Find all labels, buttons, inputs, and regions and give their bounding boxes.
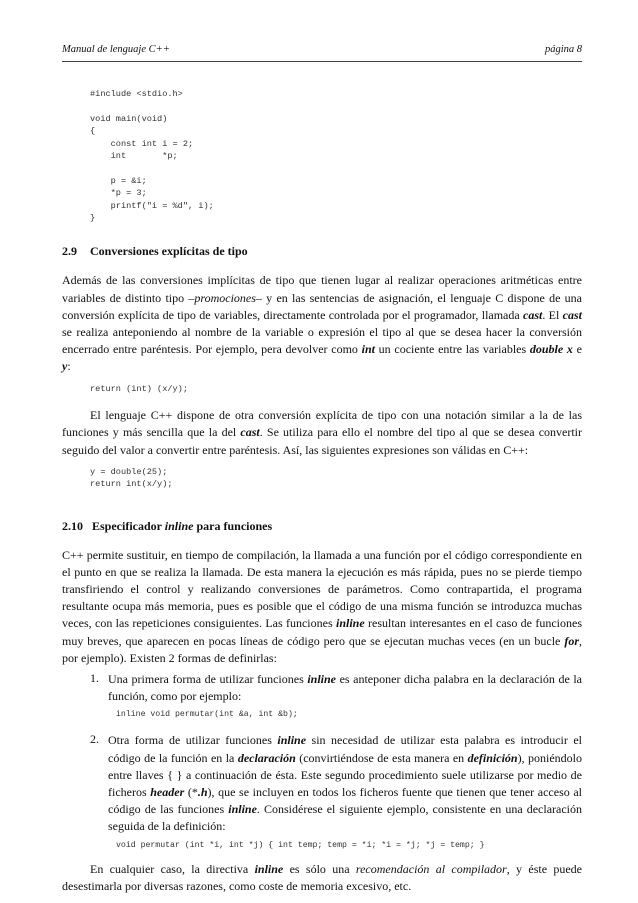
section-heading-2-10	[62, 519, 582, 534]
page-header	[62, 44, 582, 58]
text-bold-italic: header	[150, 784, 185, 799]
text-bold-italic: double x	[529, 342, 573, 357]
list-item	[62, 732, 582, 860]
section-title: para funciones	[193, 518, 273, 533]
code-line: y = double(25);	[90, 466, 168, 477]
code-line: const int i = 2;	[90, 138, 194, 149]
text: ), que se incluyen en todos los ficheros fuente que tienen que tener acceso al código de las funciones	[108, 784, 582, 817]
list-item-text	[108, 671, 582, 705]
text: . El	[542, 307, 563, 322]
page-number: página 8	[544, 44, 582, 55]
section-title-italic: inline	[164, 518, 194, 533]
code-line: p = &i;	[90, 175, 147, 186]
text-bold-italic: inline	[277, 733, 307, 748]
text: , y éste puede desestimarla por diversas razones, como coste de memoria excesivo, etc.	[62, 861, 582, 893]
code-line: printf("i = %d", i);	[90, 200, 214, 211]
code-line: void main(void)	[90, 113, 168, 124]
text: En cualquier caso, la directiva	[90, 861, 255, 876]
code-line: int *p;	[90, 151, 178, 162]
page-content	[62, 88, 582, 895]
text-bold-italic: definición	[467, 750, 518, 765]
text-bold-italic: declaración	[237, 750, 296, 765]
text: . Considérese el siguiente ejemplo, consistente en una declaración seguida de la definición:	[108, 802, 583, 834]
text: (*	[184, 784, 198, 799]
code-line: return int(x/y);	[90, 479, 173, 490]
code-return-cast: return (int) (x/y);	[90, 383, 188, 394]
text-bold-italic: inline	[228, 802, 257, 817]
section-number: 2.10	[62, 518, 83, 533]
section-title: Conversiones explícitas de tipo	[90, 244, 248, 259]
section-number: 2.9	[62, 244, 77, 259]
text-bold-italic: for	[564, 633, 579, 648]
text: se realiza anteponiendo al nombre de la variable o expresión el tipo al que se desea hacer la conversión encerrado entre paréntesis. Por ejemplo, pera devolver como	[62, 325, 582, 357]
list-item	[62, 671, 582, 732]
text: Otra forma de utilizar funciones	[108, 733, 278, 748]
code-line: *p = 3;	[90, 188, 147, 199]
text: :	[67, 359, 71, 374]
text: ), poniéndolo entre llaves { } a continuación de ésta. Este segundo procedimiento suele utilizarse por medio de ficheros	[108, 750, 583, 799]
code-inline-declaration: inline void permutar(int &a, int &b);	[116, 710, 298, 720]
text-bold-italic: y	[62, 359, 68, 374]
text: C++ permite sustituir, en tiempo de compilación, la llamada a una función por el código correspondiente en el punto en que se realiza la llamada. De esta manera la ejecución es más rápida, pues no se pierde tiempo transfiriendo el control y realizando conversiones de parámetros. Como contrapartida, el programa resultante ocupa más memoria, pues es posible que el código de una misma función se introduzca muchas veces, con las repeticiones consiguientes. Las funciones	[62, 547, 582, 631]
code-line: #include <stdio.h>	[90, 89, 183, 99]
list-number: 2.	[90, 732, 99, 747]
paragraph-inline-intro	[62, 547, 582, 667]
code-line: {	[90, 126, 96, 137]
text-bold-italic: cast	[562, 307, 582, 322]
paragraph-cast-intro	[62, 272, 582, 375]
section-heading-2-9	[62, 244, 582, 259]
code-line	[90, 162, 582, 174]
paragraph-functional-cast	[62, 407, 582, 459]
text: Una primera forma de utilizar funciones	[108, 671, 308, 686]
text: . Se utiliza para ello el nombre del tipo al que se desea convertir seguido del valor a convertir entre paréntesis. Así, las siguientes expresiones son válidas en C++:	[62, 425, 583, 457]
list-item-text	[108, 732, 582, 835]
paragraph-inline-recommendation	[62, 861, 582, 895]
text-bold-italic: inline	[335, 616, 365, 631]
inline-forms-list	[62, 671, 582, 861]
text: e	[572, 342, 582, 357]
text: es sólo una	[283, 861, 356, 876]
text-bold-italic: cast	[240, 425, 260, 440]
text: El lenguaje C++ dispone de otra conversión explícita de tipo con una notación similar a la de las funciones y más sencilla que la del	[62, 408, 582, 440]
text: un cociente entre las variables	[374, 342, 530, 357]
header-title: Manual de lenguaje C++	[62, 44, 170, 55]
code-inline-definition: void permutar (int *i, int *j) { int temp; temp = *i; *i = *j; *j = temp; }	[116, 840, 485, 850]
text: , por ejemplo). Existen 2 formas de definirlas:	[62, 633, 582, 665]
text: – y en las sentencias de asignación, el lenguaje C dispone de una conversión explícita de tipo de variables, directamente controlada por el programador, llamada	[62, 290, 583, 322]
text: (convirtiéndose de esta manera en	[295, 750, 468, 765]
text-bold-italic: cast	[523, 307, 543, 322]
text: es anteponer dicha palabra en la declaración de la función, como por ejemplo:	[108, 671, 582, 704]
code-line	[90, 100, 582, 112]
text-bold-italic: int	[361, 342, 375, 357]
text-bold-italic: inline	[254, 861, 284, 876]
section-title: Especificador	[92, 518, 165, 533]
header-rule	[62, 61, 582, 62]
text-italic: recomendación al compilador	[355, 861, 507, 876]
text-bold-italic: .h	[197, 784, 208, 799]
text: sin necesidad de utilizar esta palabra es introducir el código de la función en la	[108, 733, 582, 765]
text: Además de las conversiones implícitas de tipo que tienen lugar al realizar operaciones aritméticas entre variables de distinto tipo –	[62, 273, 582, 305]
code-block-include	[90, 88, 582, 224]
text-italic: promociones	[194, 290, 256, 305]
text-bold-italic: inline	[307, 671, 337, 686]
code-line: }	[90, 213, 96, 224]
text: resultan interesantes en el caso de funciones muy breves, que aparecen en pocas líneas de código pero que se ejecutan muchas veces (en un bucle	[62, 616, 582, 648]
list-number: 1.	[90, 670, 99, 685]
